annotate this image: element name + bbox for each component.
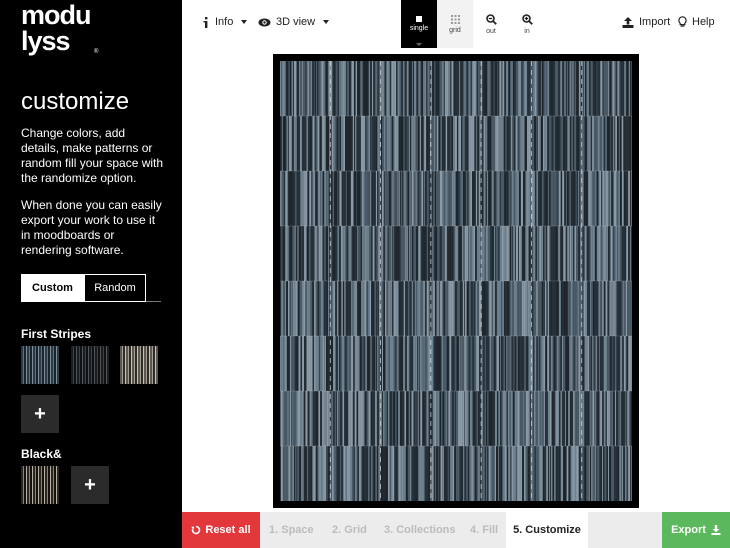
carpet-tile[interactable] (431, 281, 481, 336)
step-customize[interactable]: 5. Customize (506, 512, 588, 548)
carpet-tile[interactable] (531, 446, 581, 501)
carpet-tile[interactable] (582, 61, 632, 116)
carpet-tile[interactable] (481, 336, 531, 391)
info-menu[interactable] (202, 16, 247, 28)
carpet-tile[interactable] (280, 391, 330, 446)
chevron-down-icon (323, 20, 329, 24)
view-grid-label: grid (449, 26, 461, 34)
carpet-tile[interactable] (280, 171, 330, 226)
download-icon (711, 525, 721, 535)
zoom-in-label: in (524, 27, 530, 35)
carpet-tile[interactable] (431, 171, 481, 226)
import-label: Import (639, 16, 671, 28)
add-swatch-button-black[interactable]: + (71, 466, 109, 504)
export-label: Export (671, 524, 706, 536)
zoom-out-icon (486, 14, 497, 25)
zoom-in-icon (522, 14, 533, 25)
tab-custom[interactable]: Custom (21, 274, 84, 302)
carpet-tile[interactable] (280, 226, 330, 281)
carpet-tile[interactable] (531, 336, 581, 391)
step-collections[interactable]: 3. Collections (384, 524, 456, 536)
swatch-first-stripes-2[interactable] (71, 346, 109, 384)
carpet-tile[interactable] (582, 116, 632, 171)
reset-all-label: Reset all (205, 524, 251, 536)
view-single-label: single (409, 25, 429, 32)
lightbulb-icon (678, 16, 687, 28)
view-single-button[interactable] (401, 0, 437, 48)
step-grid[interactable]: 2. Grid (332, 524, 367, 536)
carpet-tile[interactable] (582, 281, 632, 336)
zoom-out-label: out (486, 27, 496, 35)
carpet-tile[interactable] (481, 281, 531, 336)
3d-view-label: 3D view (276, 16, 316, 28)
carpet-tile[interactable] (531, 116, 581, 171)
info-icon (202, 17, 210, 28)
tab-random[interactable]: Random (84, 274, 146, 302)
upload-icon (622, 17, 634, 28)
carpet-tile[interactable] (431, 446, 481, 501)
info-label: Info (215, 16, 234, 28)
carpet-tile[interactable] (330, 116, 380, 171)
add-swatch-button-first-stripes[interactable]: + (21, 395, 59, 433)
carpet-tile[interactable] (381, 226, 431, 281)
carpet-tile[interactable] (481, 446, 531, 501)
grid-icon (451, 15, 460, 24)
carpet-tile[interactable] (431, 116, 481, 171)
help-label: Help (692, 16, 715, 28)
carpet-tile[interactable] (431, 336, 481, 391)
import-button[interactable] (622, 16, 670, 28)
carpet-tile[interactable] (330, 446, 380, 501)
carpet-tile[interactable] (431, 61, 481, 116)
carpet-tile[interactable] (481, 226, 531, 281)
design-canvas (273, 54, 639, 508)
carpet-tile[interactable] (531, 61, 581, 116)
sidebar-title: customize (21, 88, 130, 115)
carpet-tile[interactable] (531, 391, 581, 446)
view-grid-button[interactable] (437, 0, 473, 48)
carpet-tile[interactable] (481, 171, 531, 226)
carpet-tile[interactable] (280, 116, 330, 171)
carpet-tile[interactable] (381, 336, 431, 391)
carpet-tile[interactable] (431, 226, 481, 281)
sidebar-intro-text: Change colors, add details, make patterns or random fill your space with the randomize option. (21, 126, 164, 185)
logo-trademark: ® (94, 49, 99, 55)
reset-all-button[interactable] (182, 512, 260, 548)
reset-icon (191, 525, 201, 535)
carpet-tile[interactable] (481, 391, 531, 446)
zoom-in-button[interactable] (509, 0, 545, 48)
carpet-tile[interactable] (381, 61, 431, 116)
mode-tabs (21, 274, 161, 302)
carpet-tile[interactable] (531, 281, 581, 336)
carpet-tile[interactable] (330, 336, 380, 391)
step-space[interactable]: 1. Space (269, 524, 314, 536)
carpet-tile[interactable] (582, 336, 632, 391)
square-icon (416, 16, 422, 22)
carpet-tile-layout[interactable] (280, 61, 632, 501)
carpet-tile[interactable] (330, 226, 380, 281)
help-button[interactable] (678, 16, 715, 28)
carpet-tile[interactable] (582, 446, 632, 501)
carpet-tile[interactable] (330, 391, 380, 446)
step-fill[interactable]: 4. Fill (470, 524, 499, 536)
3d-view-menu[interactable] (258, 16, 329, 28)
carpet-tile[interactable] (582, 391, 632, 446)
carpet-tile[interactable] (431, 391, 481, 446)
carpet-tile[interactable] (330, 61, 380, 116)
carpet-tile[interactable] (280, 446, 330, 501)
bottom-steps-bar (182, 512, 730, 548)
carpet-tile[interactable] (531, 226, 581, 281)
carpet-tile[interactable] (381, 446, 431, 501)
eye-icon (258, 18, 271, 27)
logo-line-1: modu (21, 0, 91, 30)
zoom-out-button[interactable] (473, 0, 509, 48)
carpet-tile[interactable] (381, 391, 431, 446)
modulyss-logo (21, 0, 99, 56)
carpet-tile[interactable] (531, 171, 581, 226)
group-label-first-stripes: First Stripes (21, 327, 92, 341)
logo-line-2: lyss (21, 26, 70, 56)
top-toolbar (182, 0, 730, 48)
carpet-tile[interactable] (381, 171, 431, 226)
carpet-tile[interactable] (381, 281, 431, 336)
group-label-black: Black& (21, 447, 62, 461)
carpet-tile[interactable] (381, 116, 431, 171)
swatch-first-stripes-3[interactable] (120, 346, 158, 384)
carpet-tile[interactable] (280, 336, 330, 391)
swatch-black-1[interactable] (21, 466, 59, 504)
carpet-tile[interactable] (330, 171, 380, 226)
sidebar-export-text: When done you can easily export your work to use it in moodboards or rendering software. (21, 198, 162, 257)
export-button[interactable] (662, 512, 730, 548)
carpet-tile[interactable] (330, 281, 380, 336)
swatch-first-stripes-1[interactable] (21, 346, 59, 384)
carpet-tile[interactable] (280, 61, 330, 116)
carpet-tile[interactable] (481, 61, 531, 116)
carpet-tile[interactable] (481, 116, 531, 171)
carpet-tile[interactable] (280, 281, 330, 336)
chevron-down-icon (241, 20, 247, 24)
carpet-tile[interactable] (582, 171, 632, 226)
carpet-tile[interactable] (582, 226, 632, 281)
sidebar (0, 0, 182, 548)
